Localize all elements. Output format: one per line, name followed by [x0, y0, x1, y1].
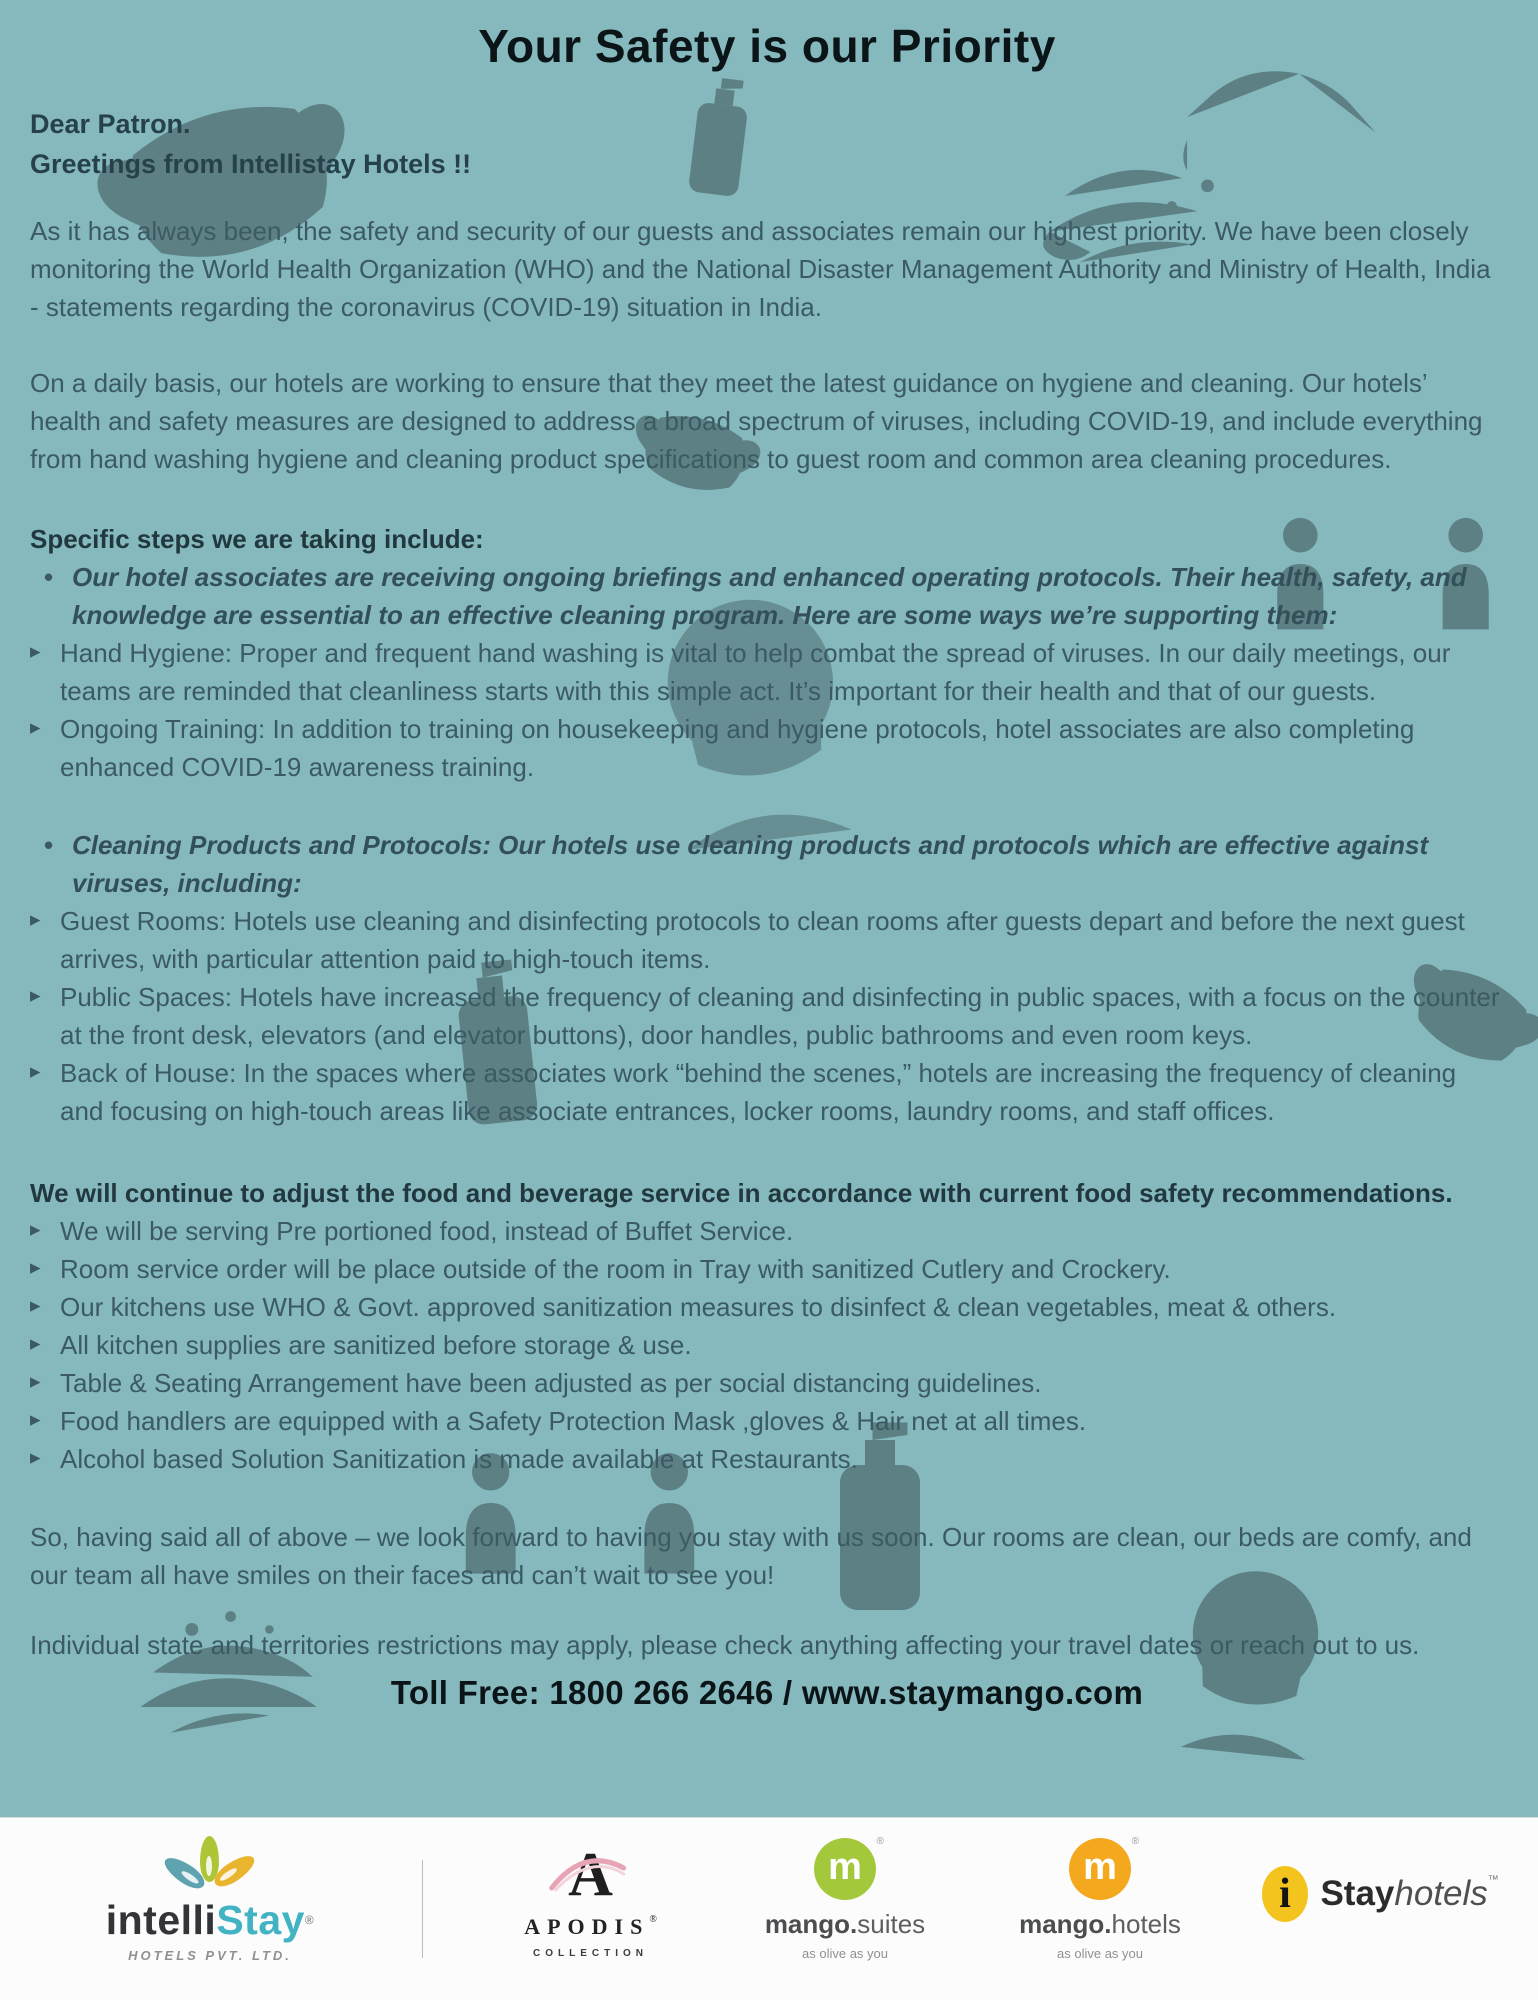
list-item: ▸ Alcohol based Solution Sanitization is made available at Restaurants. [30, 1440, 1504, 1478]
restrictions-paragraph: Individual state and territories restrictions may apply, please check anything affecting your travel dates or reach out to us. [30, 1630, 1420, 1660]
closing-paragraph: So, having said all of above – we look forward to having you stay with us soon. Our rooms are clean, our beds are comfy, and our team all have smiles on their faces and can’t wait to see you! [30, 1522, 1472, 1590]
list-item: ▸ Our kitchens use WHO & Govt. approved sanitization measures to disinfect & clean vegetables, meat & others. [30, 1288, 1504, 1326]
mango-suites-wordmark: mango.suites [764, 1909, 926, 1939]
mango-suites-logo [755, 1838, 935, 1961]
greeting-line-2: Greetings from Intellistay Hotels !! [30, 149, 472, 179]
bullet-arrow-icon: ▸ [30, 1218, 41, 1241]
bullet-arrow-icon: ▸ [30, 716, 41, 739]
greeting-line-1: Dear Patron. [30, 109, 191, 139]
page-title: Your Safety is our Priority [478, 20, 1056, 72]
intellistay-logo [100, 1836, 320, 1963]
bullet-dot-icon: • [44, 562, 54, 592]
mango-suites-tagline: as olive as you [802, 1946, 888, 1961]
list-item: ▸ Hand Hygiene: Proper and frequent hand washing is vital to help combat the spread of viruses. In our daily meetings, our teams are reminded that cleanliness starts with this simple act. It’s important for their health and that of our guests. [30, 634, 1504, 710]
daily-basis-paragraph: On a daily basis, our hotels are working to ensure that they meet the latest guidance on hygiene and cleaning. Our hotels’ health and safety measures are designed to address a broad spectrum of viruses, including COVID-19, and include everything from hand washing hygiene and cleaning product specifications to guest room and common area cleaning procedures. [30, 368, 1483, 474]
apodis-wordmark: APODIS® [524, 1914, 657, 1939]
mango-suites-badge-icon: m ® [814, 1838, 876, 1900]
intro-paragraph: As it has always been, the safety and security of our guests and associates remain our highest priority. We have been closely monitoring the World Health Organization (WHO) and the National Disaster Management Authority and Ministry of Health, India - statements regarding the coronavirus (COVID-19) situation in India. [30, 216, 1491, 322]
bullet-arrow-icon: ▸ [30, 640, 41, 663]
footer-divider [422, 1860, 423, 1958]
apodis-flourish-icon [545, 1848, 629, 1894]
bullet-arrow-icon: ▸ [30, 908, 41, 931]
bullet-arrow-icon: ▸ [30, 1294, 41, 1317]
food-service-heading: We will continue to adjust the food and beverage service in accordance with current food safety recommendations. [30, 1178, 1453, 1208]
bullet-arrow-icon: ▸ [30, 1332, 41, 1355]
intellistay-subtitle: HOTELS PVT. LTD. [128, 1948, 292, 1963]
intellistay-wordmark: intelliStay® [105, 1897, 315, 1943]
bullet-arrow-icon: ▸ [30, 1060, 41, 1083]
mango-hotels-tagline: as olive as you [1057, 1946, 1143, 1961]
bullet-arrow-icon: ▸ [30, 984, 41, 1007]
tollfree-and-website: Toll Free: 1800 266 2646 / www.staymango.com [390, 1674, 1144, 1711]
apodis-subtitle: COLLECTION [533, 1948, 648, 1959]
bullet-arrow-icon: ▸ [30, 1370, 41, 1393]
registered-mark: ® [876, 1836, 884, 1847]
bullet-arrow-icon: ▸ [30, 1256, 41, 1279]
greeting [30, 104, 1504, 184]
registered-mark: ® [304, 1913, 315, 1927]
list-item: • Cleaning Products and Protocols: Our hotels use cleaning products and protocols which are effective against viruses, including: [30, 826, 1504, 902]
istay-wordmark: Stayhotels™ [1320, 1874, 1499, 1913]
istay-badge-icon: i [1262, 1866, 1308, 1922]
steps-heading: Specific steps we are taking include: [30, 524, 484, 554]
bullet-arrow-icon: ▸ [30, 1446, 41, 1469]
list-item: ▸ All kitchen supplies are sanitized before storage & use. [30, 1326, 1504, 1364]
list-item: • Our hotel associates are receiving ongoing briefings and enhanced operating protocols. Their health, safety, and knowledge are essential to an effective cleaning program. Here are some ways we’re supporting them: [30, 558, 1504, 634]
brand-footer [0, 1817, 1538, 2000]
mango-hotels-badge-icon: m ® [1069, 1838, 1131, 1900]
list-item: ▸ Room service order will be place outside of the room in Tray with sanitized Cutlery and Crockery. [30, 1250, 1504, 1288]
apodis-monogram: A [498, 1840, 683, 1912]
bullet-arrow-icon: ▸ [30, 1408, 41, 1431]
mango-hotels-logo [1010, 1838, 1190, 1961]
istay-hotels-logo [1262, 1866, 1499, 1922]
list-item: ▸ Guest Rooms: Hotels use cleaning and disinfecting protocols to clean rooms after guests depart and before the next guest arrives, with particular attention paid to high-touch items. [30, 902, 1504, 978]
mango-hotels-wordmark: mango.hotels [1019, 1909, 1181, 1939]
list-item: ▸ Back of House: In the spaces where associates work “behind the scenes,” hotels are increasing the frequency of cleaning and focusing on high-touch areas like associate entrances, locker rooms, laundry rooms, and staff offices. [30, 1054, 1504, 1130]
food-service-list [30, 1212, 1504, 1478]
steps-list [30, 558, 1504, 1130]
registered-mark: ® [649, 1914, 657, 1925]
bullet-dot-icon: • [44, 830, 54, 860]
registered-mark: ® [1131, 1836, 1139, 1847]
list-item: ▸ Food handlers are equipped with a Safety Protection Mask ,gloves & Hair net at all times. [30, 1402, 1504, 1440]
list-item: ▸ Public Spaces: Hotels have increased the frequency of cleaning and disinfecting in public spaces, with a focus on the counter at the front desk, elevators (and elevator buttons), door handles, public bathrooms and even room keys. [30, 978, 1504, 1054]
list-item: ▸ Ongoing Training: In addition to training on housekeeping and hygiene protocols, hotel associates are also completing enhanced COVID-19 awareness training. [30, 710, 1504, 786]
list-item: ▸ We will be serving Pre portioned food, instead of Buffet Service. [30, 1212, 1504, 1250]
intellistay-leaves-icon [165, 1836, 255, 1898]
trademark-mark: ™ [1487, 1874, 1499, 1886]
apodis-logo [498, 1840, 683, 1959]
list-item: ▸ Table & Seating Arrangement have been adjusted as per social distancing guidelines. [30, 1364, 1504, 1402]
